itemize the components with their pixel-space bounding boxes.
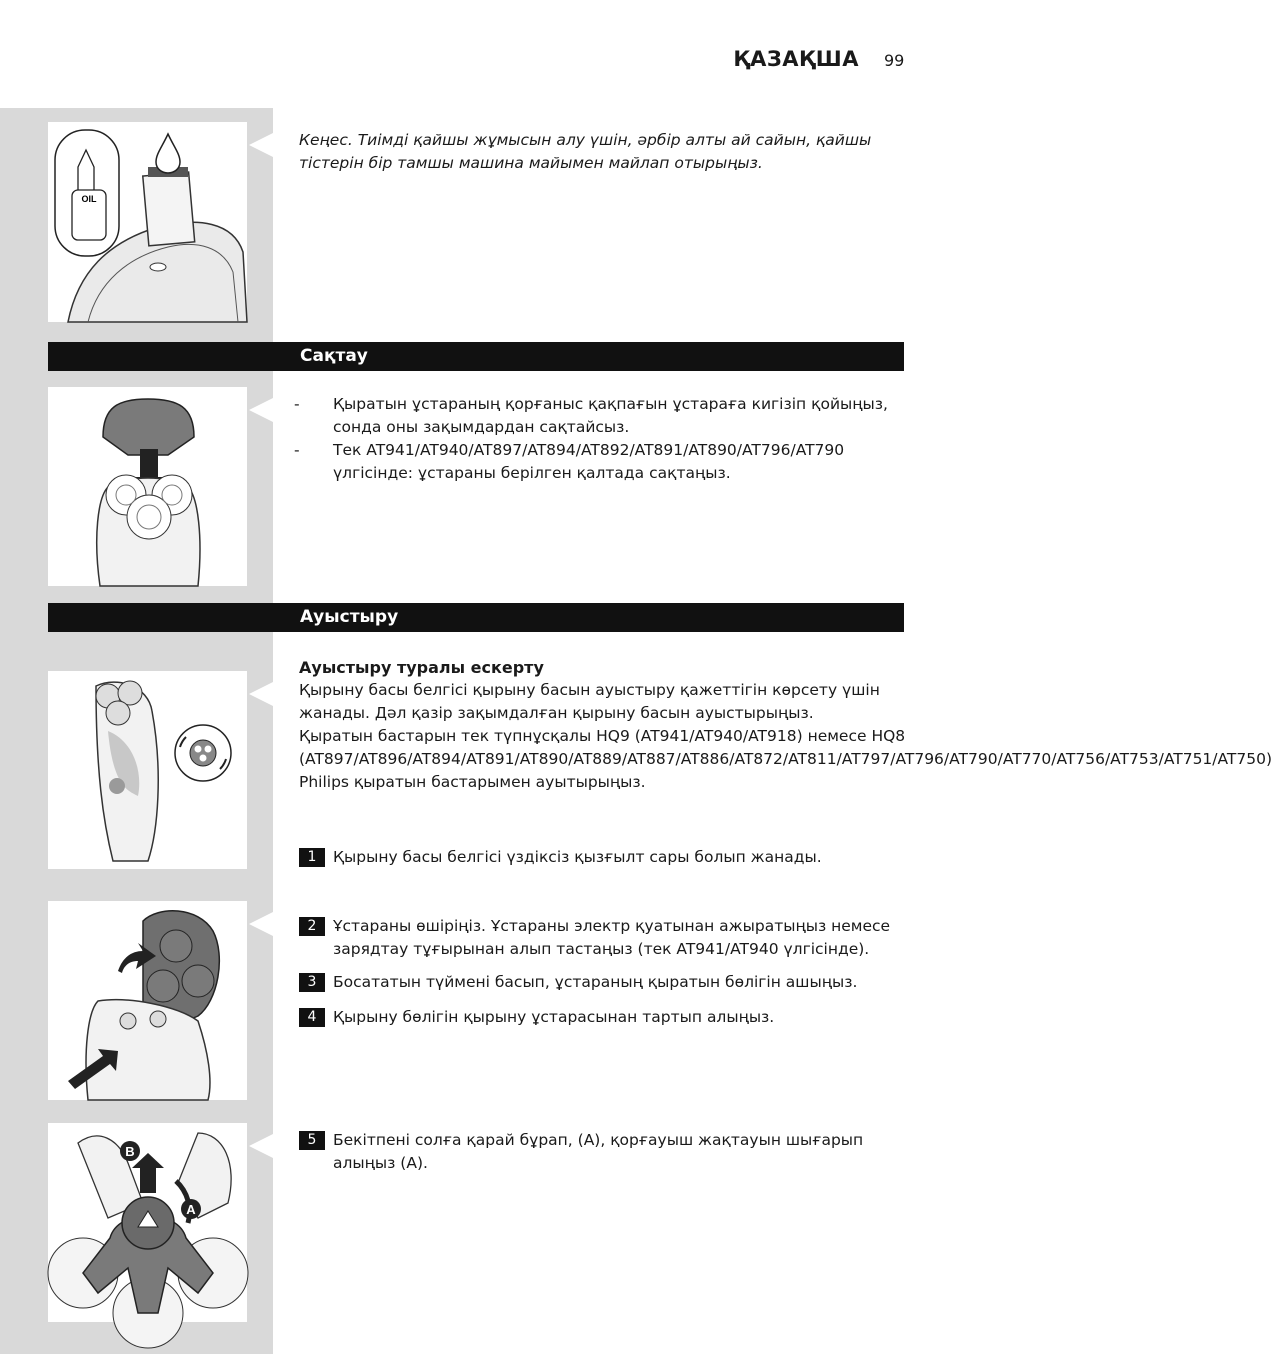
open-shaving-unit-illustration: [48, 901, 247, 1100]
callout-a-label: A: [186, 1202, 196, 1217]
step-4: [299, 1006, 909, 1029]
pointer-notch: [249, 133, 273, 157]
step-3: [299, 971, 909, 994]
step-number: 3: [299, 973, 325, 992]
step-text: Қырыну басы белгісі үздіксіз қызғылт сары болып жанады.: [333, 848, 822, 866]
replacement-paragraph-2: Қыратын бастарын тек түпнұсқалы HQ9 (AT941/AT940/AT918) немесе HQ8 (AT897/AT896/AT894/AT891/AT890/AT889/AT887/AT886/AT872/AT811/AT797/AT796/AT790/AT770/AT756/AT753/AT751/AT750) Philips қыратын бастарымен ауытырыңыз.: [299, 727, 1272, 791]
replacement-paragraph-1: Қырыну басы белгісі қырыну басын ауыстыру қажеттігін көрсету үшін жанады. Дәл қазір зақымдалған қырыну басын ауыстырыңыз.: [299, 681, 880, 722]
page-number: 99: [884, 51, 905, 70]
oiling-trimmer-illustration: [48, 122, 247, 322]
step-2: [299, 915, 909, 961]
language-title: ҚАЗАҚША: [733, 47, 859, 71]
oiling-tip: Кеңес. Тиімді қайшы жұмысын алу үшін, әрбір алты ай сайын, қайшы тістерін бір тамшы машина майымен майлап отырыңыз.: [299, 131, 872, 172]
step-number: 5: [299, 1131, 325, 1150]
retaining-frame-illustration: [48, 1123, 247, 1322]
indicator-light-icon: [109, 778, 125, 794]
list-item: - Тек AT941/AT940/AT897/AT894/AT892/AT891/AT890/AT796/AT790 үлгісінде: ұстараны берілген қалтада сақтаңыз.: [294, 441, 845, 482]
section-bar-storage: [48, 342, 904, 371]
section-title-replacement: Ауыстыру: [300, 607, 399, 627]
step-5: [299, 1129, 909, 1175]
section-bar-replacement: [48, 603, 904, 632]
step-text: Бекітпені солға қарай бұрап, (А), қорғауыш жақтауын шығарып алыңыз (А).: [333, 1131, 864, 1172]
step-number: 2: [299, 917, 325, 936]
replacement-indicator-illustration: [48, 671, 247, 869]
step-text: Қырыну бөлігін қырыну ұстарасынан тартып алыңыз.: [333, 1008, 775, 1026]
oil-drop-icon: [156, 134, 180, 173]
cap-storage-illustration: [48, 387, 247, 586]
section-title-storage: Сақтау: [300, 346, 368, 366]
callout-b-label: B: [125, 1144, 135, 1159]
replacement-subtitle: Ауыстыру туралы ескерту: [299, 658, 544, 677]
step-text: Ұстараны өшіріңіз. Ұстараны электр қуатынан ажыратыңыз немесе зарядтау тұғырынан алып тастаңыз (тек AT941/AT940 үлгісінде).: [333, 917, 891, 958]
storage-list: [294, 393, 907, 485]
step-number: 4: [299, 1008, 325, 1027]
step-text: Босататын түймені басып, ұстараның қыратын бөлігін ашыңыз.: [333, 973, 858, 991]
pointer-notch: [249, 398, 273, 422]
replacement-text: [299, 656, 1272, 794]
pointer-notch: [249, 1134, 273, 1158]
step-1: [299, 846, 909, 869]
oil-label: OIL: [81, 194, 97, 204]
pointer-notch: [249, 912, 273, 936]
pointer-notch: [249, 682, 273, 706]
list-item: - Қыратын ұстараның қорғаныс қақпағын ұстараға кигізіп қойыңыз, сонда оны зақымдардан сақтайсыз.: [294, 395, 888, 436]
step-number: 1: [299, 848, 325, 867]
